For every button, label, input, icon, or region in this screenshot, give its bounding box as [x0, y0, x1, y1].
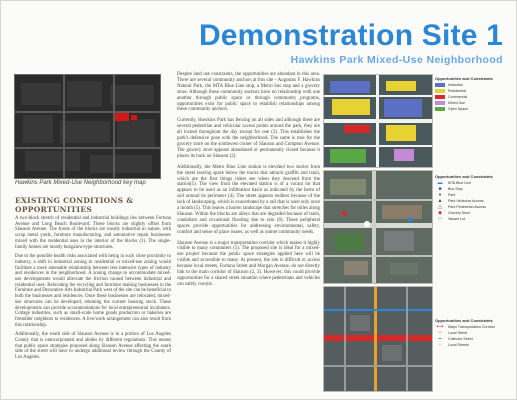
- middle-text-column: [177, 72, 320, 293]
- conditions-legend: Opportunities and Constraints ▬ MTA Blue Line ■ Bus Stop ● Park ▲ Park Vehicular Access △ Park Pedestrian Access ◆ Grocery Store □ Vacant Lot: [435, 174, 513, 222]
- legend-item: Open Space: [435, 106, 513, 112]
- legend-item: ━ Local Street: [435, 330, 513, 336]
- local-street-icon: ━: [438, 330, 442, 336]
- grocery-icon: ◆: [438, 210, 442, 216]
- legend-item: ◆ Grocery Store: [435, 210, 513, 216]
- paragraph: Additionally, the south side of Slauson Avenue is in a portion of Los Angeles County that is unincorporated and abides by different regulations. This means that public space strategies proposed along Slauson Avenue affecting the south side of the street will have to undergo additional review through the County of Los Angeles.: [15, 332, 171, 361]
- rail-icon: ▬: [437, 180, 443, 186]
- paragraph: Slauson Avenue is a major transportation corridor which makes it highly visible to many commuters (5). The proposed site is ideal for a mixed-use project because the public space strategies applied here will be visible and accessible to many. At present, the site is difficult to access because local streets, Fortuna Street and Morgan Avenue, do not directly link to the main corridor of Slauson (2, 3). However, this could provide opportunities for a shared street situation where pedestrians and vehicles can safely coexist.: [177, 240, 320, 287]
- circulation-legend: Opportunities and Constraints ⟷ Major Transportation Corridor ━ Local Street ━ Collector Street ╌ Local Streets: [435, 318, 513, 348]
- legend-item: ● Park: [435, 192, 513, 198]
- legend-item: Commercial: [435, 94, 513, 100]
- local-streets-icon: ╌: [438, 342, 442, 348]
- collector-street-icon: ━: [438, 336, 442, 342]
- legend-item: ━ Collector Street: [435, 336, 513, 342]
- section-title: EXISTING CONDITIONS & OPPORTUNITIES: [15, 196, 134, 214]
- legend-item: Residential: [435, 88, 513, 94]
- zoning-legend: Opportunities and Constraints Industrial Residential Commercial Mixed Use Open Space: [435, 76, 513, 112]
- pedestrian-access-icon: △: [438, 204, 442, 210]
- vehicle-access-icon: ▲: [437, 198, 443, 204]
- circulation-map: [323, 286, 433, 392]
- vacant-lot-icon: □: [438, 216, 442, 222]
- paragraph: Due to the possible health risks associated with being in such close proximity to industry, a shift in industrial zoning to residential or mixed-use zoning would facilitate a more amenable relationship between less intensive types of industry and residences in the neighborhood. A zoning change to accommodate mixed-use developments would alleviate the friction caused between industrial and residential uses. Relocating the recycling and furniture making businesses to the Furniture and Decorative Arts Industrial Park west of the site can be beneficial to both the businesses and residences. Once these businesses are relocated, mixed-use structures can be developed, retaining the current housing stock. These developments can provide accommodations for local entrepreneurial incubators. Cottage industries, such as small-scale home goods production or bakeries are friendlier neighbors to residences. A live/work arrangement can also result from this relationship.: [15, 254, 171, 328]
- paragraph: Despite land use constraints, the opportunities are abundant in this area. There are several community anchors at this site - Augustus F. Hawkins Natural Park, the MTA Blue Line stop, a Metro bus stop and a grocery store. Although these community anchors have no relationship with one another through public space or through community programs, opportunities exist for public space to establish relationships among these community anchors.: [177, 72, 320, 113]
- paragraph: A two-block stretch of residential and industrial buildings lies between Fortuna Avenue and Long Beach Boulevard. These blocks are slightly offset from Slauson Avenue. The fronts of the blocks are mostly industrial in nature, with scrap metal yards, furniture manufacturing, and automotive repair businesses mixed with the residential uses in the interior of the blocks (1). The single-family homes are mostly bungalow-type structures.: [15, 216, 171, 250]
- paragraph: Currently, Hawkins Park has fencing on all sides and although there are several pedestrian and vehicular access points around the park, they are all locked throughout the day except for one (3). This establishes the park's defensive pose with the neighborhood. The same is true for the grocery store on the southwest corner of Slauson and Compton Avenue. The grocery store appears abandoned or permanently closed because it places its back on Slauson (2).: [177, 118, 320, 159]
- legend-item: □ Vacant Lot: [435, 216, 513, 222]
- conditions-map: [323, 170, 433, 284]
- legend-item: △ Park Pedestrian Access: [435, 204, 513, 210]
- legend-item: ╌ Local Streets: [435, 342, 513, 348]
- legend-item: ▲ Park Vehicular Access: [435, 198, 513, 204]
- corridor-arrow-icon: ⟷: [436, 324, 444, 330]
- key-map-caption: Hawkins Park Mixed-Use Neighborhood key map: [15, 180, 146, 186]
- key-map-image: [14, 74, 161, 179]
- left-text-column: [15, 196, 171, 365]
- bus-stop-icon: ■: [438, 186, 442, 192]
- site-highlight: [115, 113, 129, 121]
- legend-item: ⟷ Major Transportation Corridor: [436, 324, 495, 330]
- paragraph: Additionally, the Metro Blue Line station is elevated two stories from the street leaving space below the tracks that attracts graffiti and trash, which are the first things riders see when they descend from the station(5). The view from the elevated station is of a vacant lot that appears to be used as an infiltration basin as indicated by the berm of soil around its perimeter (4). The street appears endless because of the lack of landscaping, which is exacerbated by a rail that is used only once a month (5). This leaves a barren landscape that stretches for miles along Slauson. Within the blocks are alleys that are degraded because of trash, vandalism and occasional flooding due to rain (6). These peripheral spaces provide opportunities for addressing environmental, safety, comfort and sense of place issues, as well as unmet community needs.: [177, 164, 320, 235]
- zoning-map: [323, 74, 433, 168]
- legend-item: Mixed Use: [435, 100, 513, 106]
- park-icon: ●: [438, 192, 442, 198]
- page-title: Demonstration Site 1: [198, 19, 503, 52]
- legend-item: ■ Bus Stop: [435, 186, 513, 192]
- page-subtitle: Hawkins Park Mixed-Use Neighborhood: [290, 54, 503, 66]
- legend-item: Industrial: [435, 82, 513, 88]
- legend-item: ▬ MTA Blue Line: [435, 180, 513, 186]
